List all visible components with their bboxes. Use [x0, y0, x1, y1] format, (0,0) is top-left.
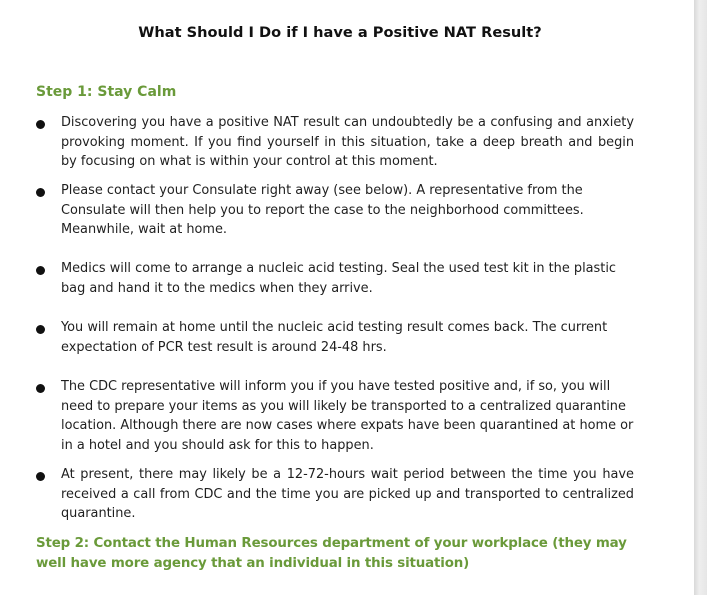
bullet-icon	[36, 188, 45, 197]
document-title: What Should I Do if I have a Positive NAT Result?	[138, 24, 542, 41]
bullet-text: Medics will come to arrange a nucleic acid testing. Seal the used test kit in the plastic bag and hand it to the medics when they arrive.	[61, 261, 616, 296]
page-edge-shadow	[694, 0, 707, 595]
bullet-item-stay-calm	[36, 113, 634, 172]
bullet-text: Please contact your Consulate right away (see below). A representative from the Consulate will then help you to report the case to the neighborhood committees. Meanwhile, wait at home.	[61, 183, 584, 238]
bullet-item-wait-period	[36, 465, 634, 524]
bullet-icon	[36, 120, 45, 129]
bullet-text: At present, there may likely be a 12-72-hours wait period between the time you have received a call from CDC and the time you are picked up and transported to centralized quarantine.	[61, 467, 634, 522]
step-1-heading: Step 1: Stay Calm	[36, 84, 177, 100]
bullet-item-cdc-inform	[36, 377, 634, 455]
bullet-item-remain-home	[36, 318, 634, 357]
bullet-text: The CDC representative will inform you if you have tested positive and, if so, you will need to prepare your items as you will likely be transported to a centralized quarantine location. Although there are now cases where expats have been quarantined at home or in a hotel and you should ask for this to happen.	[61, 379, 634, 453]
bullet-item-medics-testing	[36, 259, 634, 298]
bullet-icon	[36, 266, 45, 275]
bullet-text: Discovering you have a positive NAT result can undoubtedly be a confusing and anxiety provoking moment. If you find yourself in this situation, take a deep breath and begin by focusing on what is within your control at this moment.	[61, 115, 634, 170]
step-2-heading: Step 2: Contact the Human Resources department of your workplace (they may well have more agency that an individual in this situation)	[36, 536, 627, 571]
bullet-text: You will remain at home until the nucleic acid testing result comes back. The current expectation of PCR test result is around 24-48 hrs.	[61, 320, 608, 355]
bullet-icon	[36, 325, 45, 334]
bullet-icon	[36, 384, 45, 393]
bullet-icon	[36, 472, 45, 481]
bullet-item-contact-consulate	[36, 181, 634, 240]
